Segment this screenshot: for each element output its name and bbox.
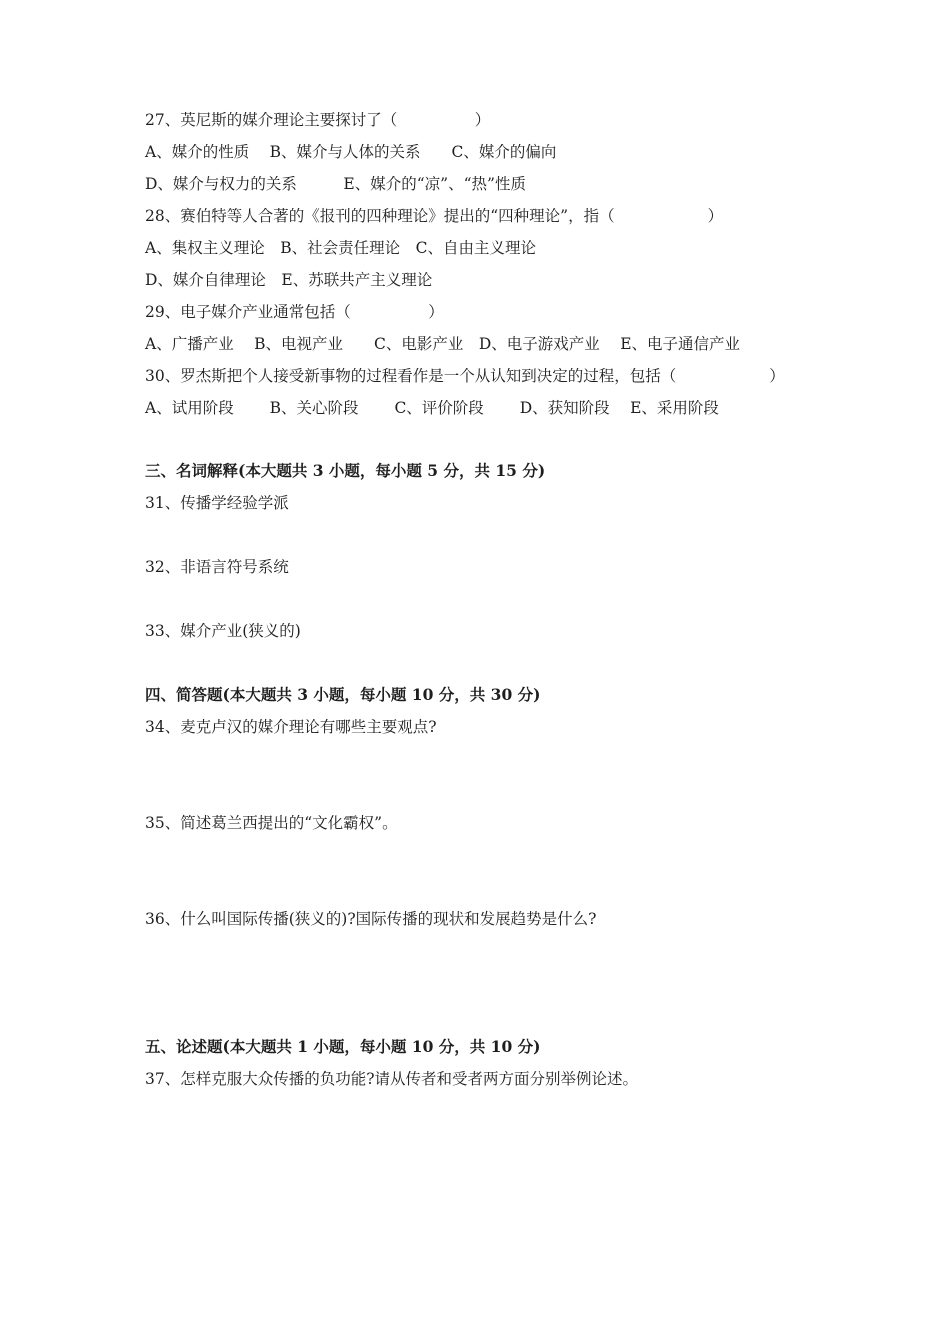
question-27-stem: 27、英尼斯的媒介理论主要探讨了（ ） [145, 111, 491, 129]
question-36: 36、什么叫国际传播(狭义的)?国际传播的现状和发展趋势是什么? [145, 910, 597, 928]
section-3-heading: 三、名词解释(本大题共 3 小题，每小题 5 分，共 15 分) [145, 461, 546, 480]
question-35: 35、简述葛兰西提出的“文化霸权”。 [145, 814, 398, 832]
question-29-options: A、广播产业 B、电视产业 C、电影产业 D、电子游戏产业 E、电子通信产业 [145, 335, 741, 353]
question-27-options-d-e: D、媒介与权力的关系 E、媒介的“凉”、“热”性质 [145, 175, 526, 193]
question-32: 32、非语言符号系统 [145, 558, 289, 576]
question-34: 34、麦克卢汉的媒介理论有哪些主要观点? [145, 718, 437, 736]
question-29-stem: 29、电子媒介产业通常包括（ ） [145, 303, 444, 321]
question-28-options-d-e: D、媒介自律理论 E、苏联共产主义理论 [145, 271, 433, 289]
question-31: 31、传播学经验学派 [145, 494, 289, 512]
question-33: 33、媒介产业(狭义的) [145, 622, 301, 640]
question-27-options-a-c: A、媒介的性质 B、媒介与人体的关系 C、媒介的偏向 [145, 143, 557, 161]
section-5-heading: 五、论述题(本大题共 1 小题，每小题 10 分，共 10 分) [145, 1037, 541, 1056]
question-28-options-a-c: A、集权主义理论 B、社会责任理论 C、自由主义理论 [145, 239, 536, 257]
question-37: 37、怎样克服大众传播的负功能?请从传者和受者两方面分别举例论述。 [145, 1070, 639, 1088]
question-30-options: A、试用阶段 B、关心阶段 C、评价阶段 D、获知阶段 E、采用阶段 [145, 399, 719, 417]
section-4-heading: 四、简答题(本大题共 3 小题，每小题 10 分，共 30 分) [145, 685, 541, 704]
question-28-stem: 28、赛伯特等人合著的《报刊的四种理论》提出的“四种理论”，指（ ） [145, 207, 724, 225]
question-30-stem: 30、罗杰斯把个人接受新事物的过程看作是一个从认知到决定的过程，包括（ ） [145, 367, 785, 385]
